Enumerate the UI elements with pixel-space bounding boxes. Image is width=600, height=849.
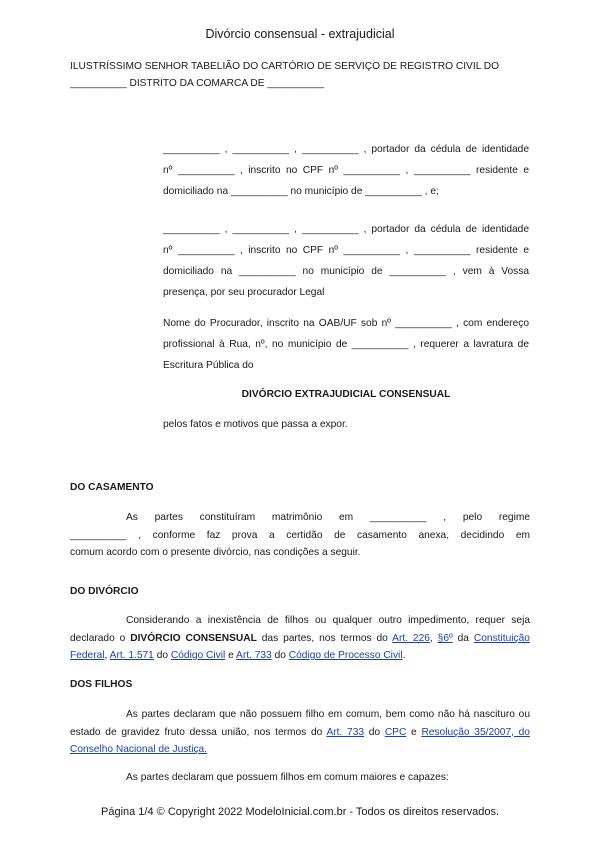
attorney-line-3: Escritura Pública do — [163, 360, 254, 371]
document-title: Divórcio consensual - extrajudicial — [205, 27, 395, 41]
link-paragraph-6[interactable]: §6º — [437, 632, 453, 644]
section-heading-filhos: DOS FILHOS — [70, 679, 133, 690]
divorcio-text-bold: DIVÓRCIO CONSENSUAL — [130, 632, 257, 644]
link-constituicao-federal[interactable]: Federal — [70, 650, 105, 661]
link-conselho-nacional-justica[interactable]: Conselho Nacional de Justiça. — [70, 744, 208, 755]
filhos-paragraph — [70, 706, 530, 759]
divorcio-line-2: declarado o DIVÓRCIO CONSENSUAL das partes, nos termos do Art. 226, §6º da Constituição — [70, 632, 530, 644]
link-codigo-processo-civil[interactable]: Código de Processo Civil — [288, 650, 403, 661]
divorcio-text-da: da — [457, 632, 469, 644]
link-art-733-filhos[interactable]: Art. 733 — [326, 726, 365, 738]
addressee-block — [70, 58, 532, 92]
divorcio-paragraph — [70, 612, 530, 665]
casamento-line-3: comum acordo com o presente divórcio, nas condições a seguir. — [70, 547, 361, 558]
link-art-226[interactable]: Art. 226 — [392, 632, 430, 644]
divorcio-text-declarado: declarado o — [70, 632, 126, 644]
filhos-text-estado: estado de gravidez fruto dessa união, nos termos do — [70, 726, 323, 738]
filhos-line-2 — [70, 724, 530, 742]
link-codigo-civil[interactable]: Código Civil — [170, 650, 226, 661]
party-1-line-1: __________ , __________ , __________ , portador da cédula de identidade — [163, 144, 529, 155]
deed-title: DIVÓRCIO EXTRAJUDICIAL CONSENSUAL — [241, 389, 451, 400]
link-resolucao-35-2007[interactable]: Resolução 35/2007, do — [421, 726, 530, 738]
filhos-text-do: do — [368, 726, 381, 738]
addressee-line-2: __________ DISTRITO DA COMARCA DE __________ — [70, 78, 325, 89]
casamento-line-2: __________ , conforme faz prova a certidão de casamento anexa, decidindo em — [70, 529, 530, 541]
page-footer: Página 1/4 © Copyright 2022 ModeloInicial.com.br - Todos os direitos reservados. — [101, 806, 499, 818]
link-art-1571[interactable]: Art. 1.571 — [109, 650, 154, 661]
divorcio-line-1: Considerando a inexistência de filhos ou qualquer outro impedimento, requer seja — [126, 615, 530, 626]
divorcio-text-e: e — [228, 650, 234, 661]
party-2-line-1: __________ , __________ , __________ , portador da cédula de identidade — [163, 224, 529, 235]
filhos-line-1: As partes declaram que não possuem filho em comum, bem como não há nascituro ou — [126, 709, 530, 720]
addressee-line-1: ILUSTRÍSSIMO SENHOR TABELIÃO DO CARTÓRIO DE SERVIÇO DE REGISTRO CIVIL DO — [70, 61, 500, 72]
party-2-line-3: domiciliado na __________ no município de __________ , vem à Vossa — [163, 266, 529, 277]
party-2-line-2: nº __________ , inscrito no CPF nº __________ , __________ residente e — [163, 245, 529, 256]
attorney-line-1: Nome do Procurador, inscrito na OAB/UF sob nº __________ , com endereço — [163, 318, 529, 329]
divorcio-text-do-1: do — [156, 650, 169, 661]
party-1-qualification — [163, 139, 529, 202]
party-1-line-2: nº __________ , inscrito no CPF nº __________ , __________ residente e — [163, 165, 529, 176]
link-art-733[interactable]: Art. 733 — [236, 650, 272, 661]
attorney-line-2: profissional à Rua, nº, no município de __________ , requerer a lavratura de — [163, 339, 529, 350]
divorcio-line-3: Federal, Art. 1.571 do Código Civil e Art. 733 do Código de Processo Civil. — [70, 650, 406, 661]
divorcio-text-end: . — [402, 650, 406, 661]
section-heading-casamento: DO CASAMENTO — [70, 482, 154, 493]
divorcio-text-partes: das partes, nos termos do — [261, 632, 388, 644]
link-constituicao[interactable]: Constituição — [473, 632, 530, 644]
link-cpc[interactable]: CPC — [384, 726, 407, 738]
divorcio-text-do-2: do — [274, 650, 286, 661]
casamento-paragraph — [70, 509, 530, 562]
facts-intro: pelos fatos e motivos que passa a expor. — [163, 419, 348, 430]
filhos-maiores-line: As partes declaram que possuem filhos em comum maiores e capazes: — [126, 772, 449, 783]
casamento-line-1: As partes constituíram matrimônio em __________ , pelo regime — [126, 512, 530, 523]
party-1-line-3: domiciliado na __________ no município de __________ , e; — [163, 186, 439, 197]
party-2-qualification — [163, 219, 529, 303]
section-heading-divorcio: DO DIVÓRCIO — [70, 586, 139, 597]
attorney-qualification — [163, 313, 529, 376]
party-2-line-4: presença, por seu procurador Legal — [163, 287, 325, 298]
filhos-line-3 — [70, 741, 530, 759]
filhos-text-e: e — [411, 726, 417, 738]
